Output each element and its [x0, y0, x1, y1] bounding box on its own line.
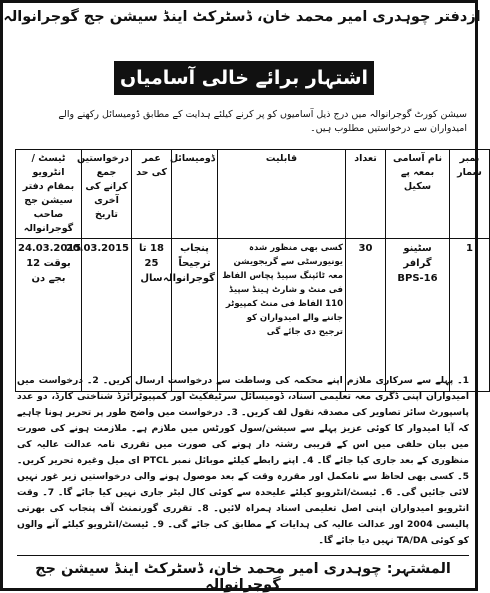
- cell-count: 30: [346, 239, 386, 392]
- test-time: بوقت 12 بجے دن: [26, 258, 71, 284]
- signature-block: [17, 555, 469, 593]
- cell-serial: 1: [450, 239, 490, 392]
- intro-paragraph: سیشن کورٹ گوجرانوالہ میں درج ذیل آسامیوں کو پر کرنے کیلئے ہدایت کے مطابق ڈومیسائل رکھنے والے امیدواران سے درخواستیں مطلوب ہیں۔: [58, 109, 467, 134]
- cell-test: [16, 239, 82, 392]
- cell-domicile: پنجاب ترجیحاً گوجرانوالہ: [172, 239, 218, 392]
- table-row: [16, 239, 490, 392]
- banner-title: اشتہار برائے خالی آسامیاں: [114, 61, 374, 95]
- cell-post: [386, 239, 450, 392]
- header-test: ٹیسٹ / انٹرویو بمقام دفتر سیشن جج صاحب گوجرانوالہ: [16, 150, 82, 239]
- vacancy-table: [15, 149, 490, 392]
- header-last-date: درخواستیں جمع کرانے کی آخری تاریخ: [82, 150, 132, 239]
- cell-qualification: کسی بھی منظور شدہ یونیورسٹی سے گریجویشن معہ ٹائپنگ سپیڈ پچاس الفاظ فی منٹ و شارٹ ہینڈ سپیڈ 110 الفاظ فی منٹ کمپیوٹر جاننے والے امیدواران کو ترجیح دی جائے گی: [218, 239, 346, 392]
- signature-text: المشتہر: چوہدری امیر محمد خان، ڈسٹرکٹ اینڈ سیشن جج گوجرانوالہ: [35, 561, 451, 593]
- header-age: عمر کی حد: [132, 150, 172, 239]
- post-name: سٹینو گرافر: [403, 243, 432, 269]
- header-qualification: قابلیت: [218, 150, 346, 239]
- instructions-paragraph: 1۔ پہلے سے سرکاری ملازم اپنے محکمہ کی وساطت سے درخواست ارسال کریں۔ 2۔ درخواست میں امیدواران اپنی ڈگری معہ تعلیمی اسناد، ڈومیسائل سرٹیفکیٹ اور کمپیوٹرائزڈ شناختی کارڈ، دو عدد پاسپورٹ سائز تصاویر کی مصدقہ نقول لف کریں۔ 3۔ درخواست میں واضح طور پر تحریر ہونا چاہیے کہ آیا امیدوار کا کوئی عزیز پہلے سے سیشن/سول کورٹس میں ملازم ہے۔ ملازمت ہونے کی صورت میں بیان حلفی میں اس کے قریبی رشتہ دار ہونے کی صورت میں تقرری نامہ عدالت عالیہ کی منظوری کے بعد جاری کیا جائے گا۔ 4۔ اپنے رابطے کیلئے موبائل نمبر PTCL ای میل وغیرہ تحریر کریں۔ 5۔ کسی بھی لحاظ سے نامکمل اور مقررہ وقت کے بعد موصول ہونے والی درخواستیں زیر غور نہیں لائی جائیں گی۔ 6۔ ٹیسٹ/انٹرویو کیلئے علیحدہ سے کوئی کال لیٹر جاری نہیں کیا جائے گا۔ 7۔ وقت انٹرویو امیدواران اپنی اصل تعلیمی اسناد ہمراہ لائیں۔ 8۔ تقرری گورنمنٹ آف پنجاب کی بھرتی پالیسی 2004 اور عدالت عالیہ کی ہدایات کے مطابق کی جائے گی۔ 9۔ ٹیسٹ/انٹرویو کیلئے آنے والوں کو کوئی TA/DA نہیں دیا جائے گا۔: [17, 375, 469, 546]
- office-header: ازدفتر چوہدری امیر محمد خان، ڈسٹرکٹ اینڈ سیشن جج گوجرانوالہ: [3, 9, 481, 25]
- header-serial: نمبر شمار: [450, 150, 490, 239]
- header-post: نام آسامی بمعہ پے سکیل: [386, 150, 450, 239]
- cell-age: 18 تا 25 سال: [132, 239, 172, 392]
- header-domicile: ڈومیسائل: [172, 150, 218, 239]
- last-date-value: 20.03.2015: [65, 243, 129, 254]
- test-date: 24.03.2015: [18, 243, 82, 254]
- header-count: تعداد: [346, 150, 386, 239]
- cell-last-date: [65, 239, 132, 392]
- pay-scale: BPS-16: [397, 273, 438, 284]
- table-header-row: [16, 150, 490, 239]
